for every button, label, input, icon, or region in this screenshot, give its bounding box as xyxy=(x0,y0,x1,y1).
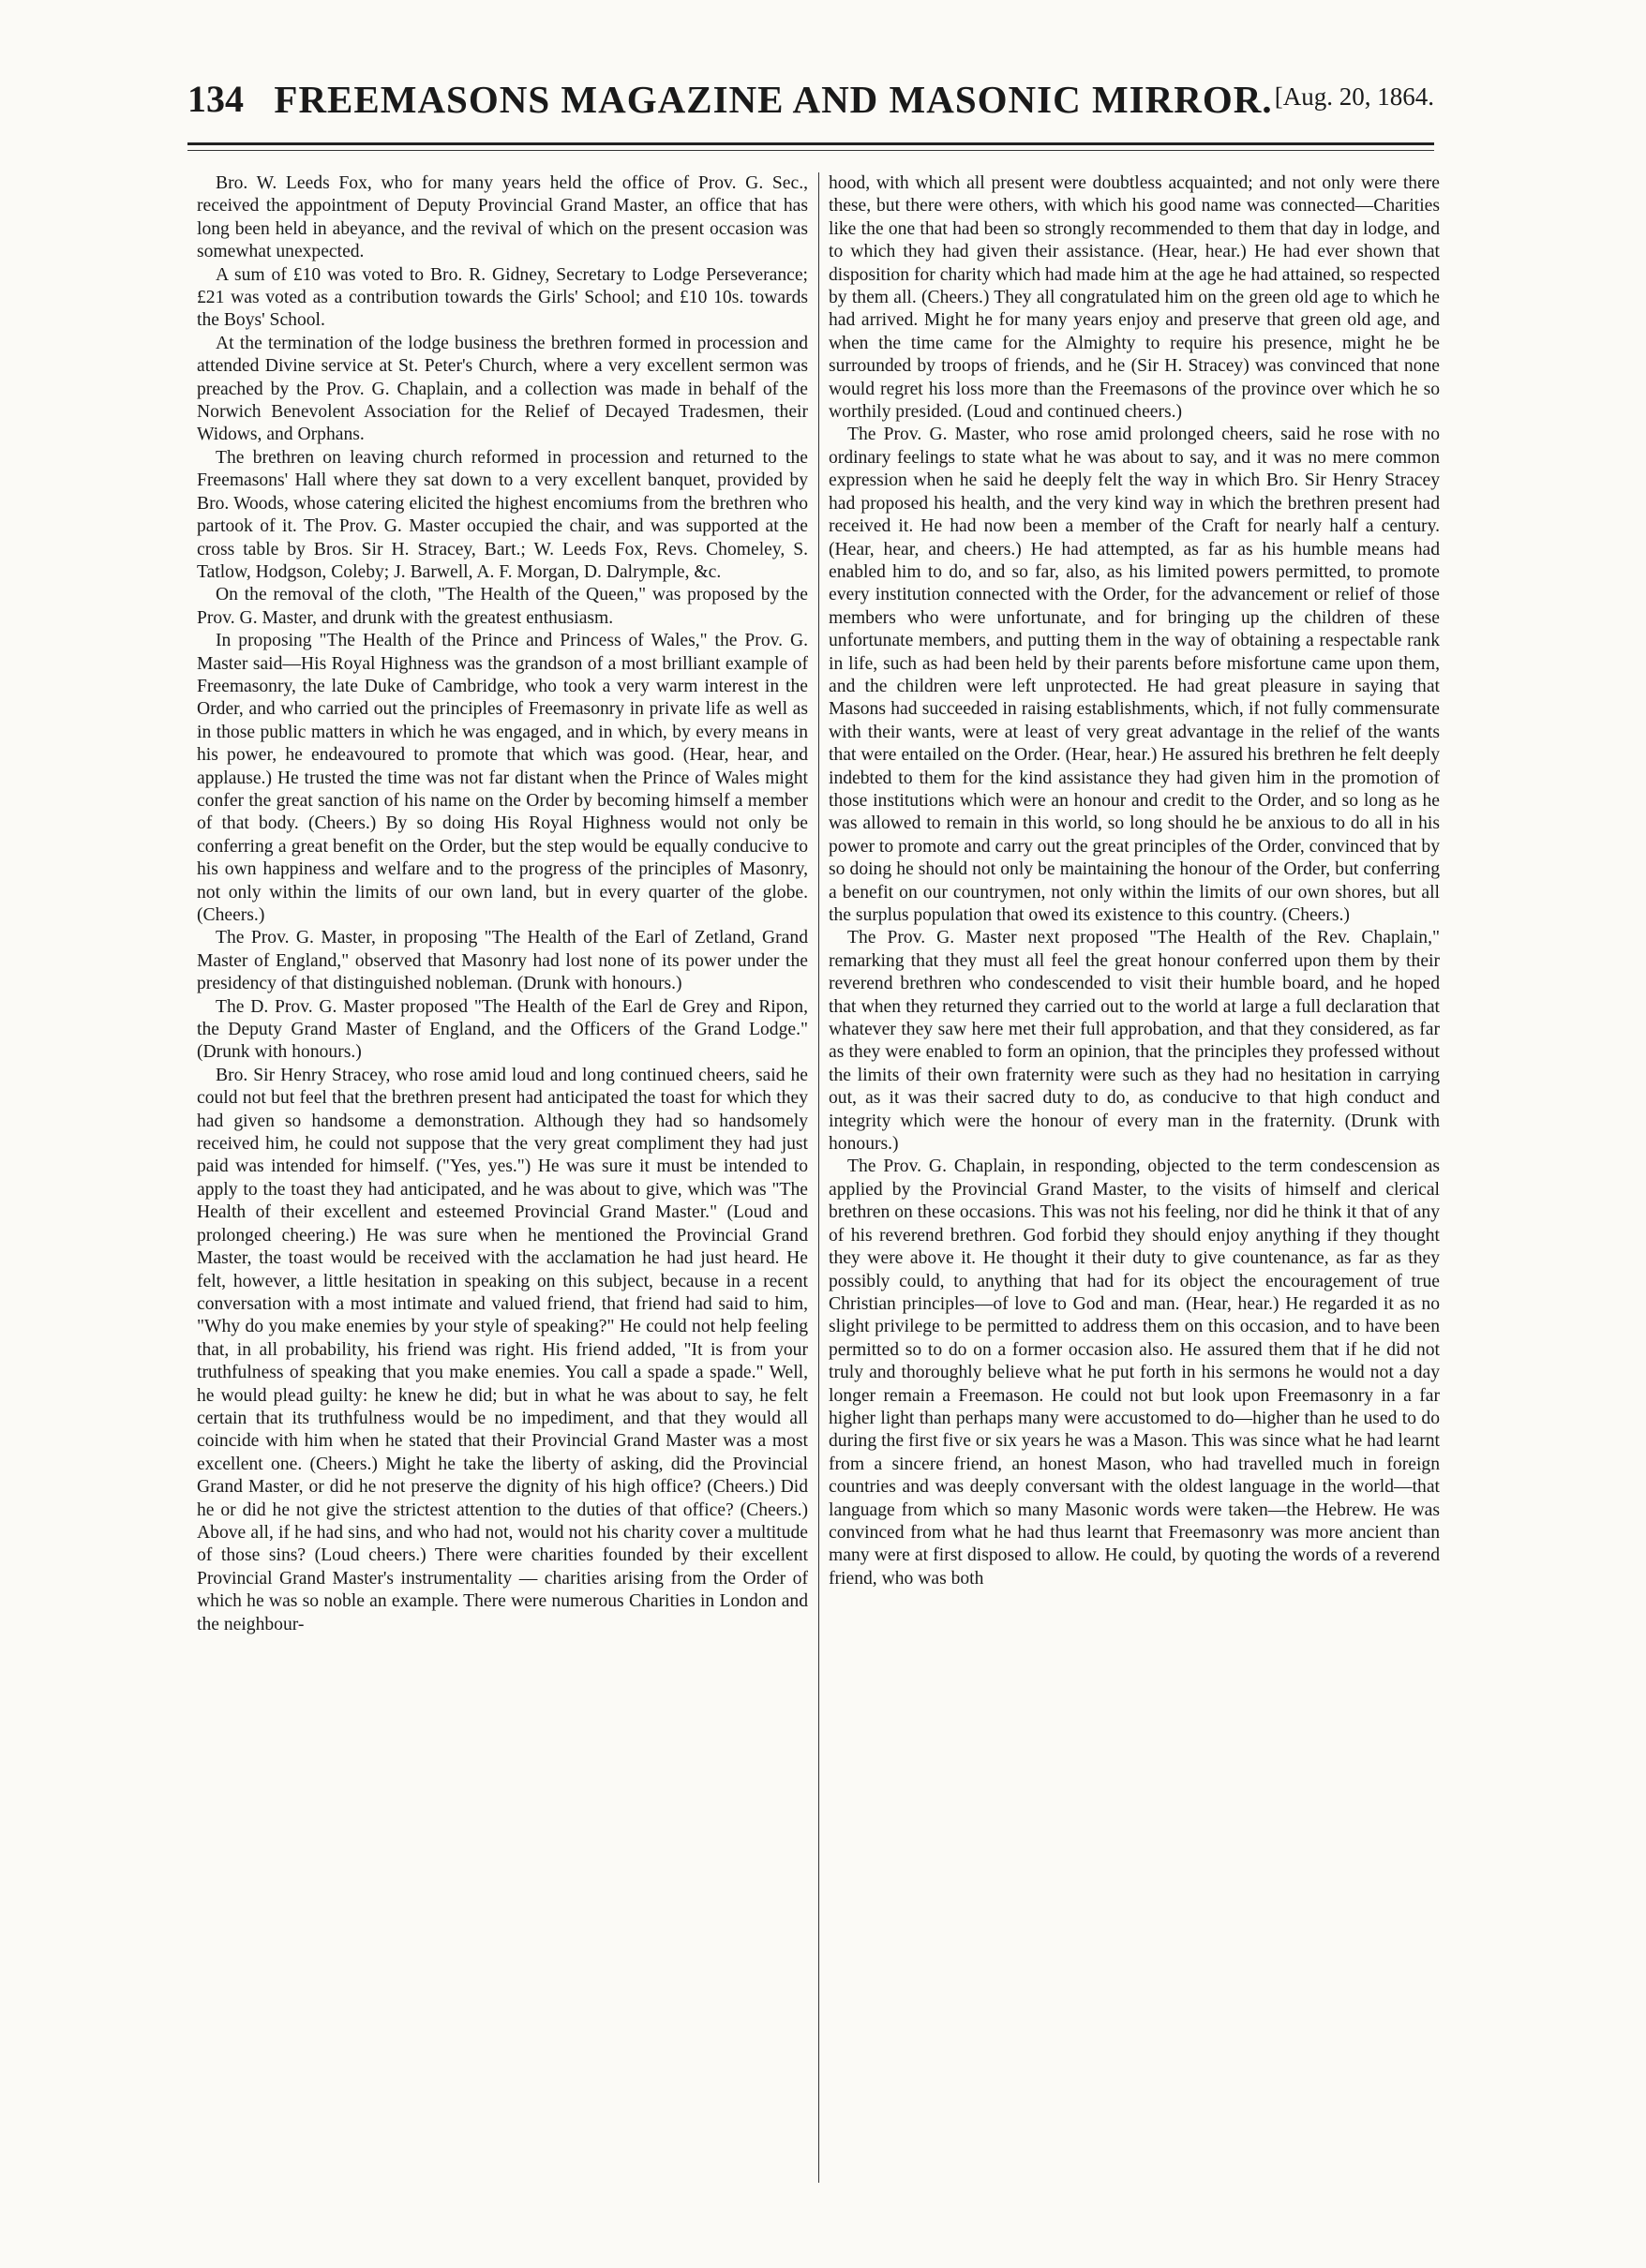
paragraph: The brethren on leaving church reformed in procession and returned to the Freemasons' Hall where they sat down to a very excellent banquet, provided by Bro. Woods, whose catering elicited the highest encomiums from the brethren who partook of it. The Prov. G. Master occupied the chair, and was supported at the cross table by Bros. Sir H. Stracey, Bart.; W. Leeds Fox, Revs. Chomeley, S. Tatlow, Hodgson, Coleby; J. Barwell, A. F. Morgan, D. Dalrymple, &c. xyxy=(197,447,808,582)
paragraph: A sum of £10 was voted to Bro. R. Gidney, Secretary to Lodge Perseverance; £21 was voted as a contribution towards the Girls' School; and £10 10s. towards the Boys' School. xyxy=(197,264,808,331)
paragraph: The Prov. G. Master, in proposing "The Health of the Earl of Zetland, Grand Master of England," observed that Masonry had lost none of its power under the presidency of that distinguished nobleman. (Drunk with honours.) xyxy=(197,928,808,994)
text-column-left xyxy=(197,172,808,2216)
issue-date: [Aug. 20, 1864. xyxy=(1274,82,1434,111)
running-head: FREEMASONS MAGAZINE AND MASONIC MIRROR. xyxy=(274,78,1273,121)
column-divider xyxy=(818,172,819,2183)
paragraph: The Prov. G. Master next proposed "The Health of the Rev. Chaplain," remarking that they must all feel the great honour conferred upon them by their reverend brethren who condescended to visit their humble board, and he hoped that when they returned they carried out to the world at large a full declaration that whatever they saw here met their full approbation, and that they considered, as far as they were enabled to form an opinion, that the principles they professed without the limits of their own fraternity were such as they had no hesitation in carrying out, as it was their sacred duty to do, as conducive to that high conduct and integrity which were the honour of every man in the fraternity. (Drunk with honours.) xyxy=(829,928,1440,1155)
paragraph: The Prov. G. Master, who rose amid prolonged cheers, said he rose with no ordinary feelings to state what he was about to say, and it was no mere common expression when he said he deeply felt the way in which Bro. Sir Henry Stracey had proposed his health, and the very kind way in which the brethren present had received it. He had now been a member of the Craft for nearly half a century. (Hear, hear, and cheers.) He had attempted, as far as his humble means had enabled him to do, and so far, also, as his limited powers permitted, to promote every institution connected with the Order, for the advancement or relief of those members who were unfortunate, and for bringing up the children of these unfortunate members, and putting them in the way of obtaining a respectable rank in life, such as had been held by their parents before misfortune came upon them, and the children were left unprotected. He had great pleasure in saying that Masons had succeeded in raising establishments, which, if not fully commensurate with their wants, were at least of very great advantage in the relief of the wants that were entailed on the Order. (Hear, hear.) He assured his brethren he felt deeply indebted to them for the kind assistance they had given him in the promotion of those institutions which were an honour and credit to the Order, and so long as he was allowed to remain in this world, so long should he be anxious to do all in his power to promote and carry out the great principles of the Order, convinced that by so doing he should not only be maintaining the honour of the Order, but conferring a benefit on our countrymen, not only within the limits of our own shores, but all the surplus population that owed its existence to this country. (Cheers.) xyxy=(829,425,1440,925)
paragraph: Bro. W. Leeds Fox, who for many years held the office of Prov. G. Sec., received the appointment of Deputy Provincial Grand Master, an office that has long been held in abeyance, and the revival of which on the present occasion was somewhat unexpected. xyxy=(197,173,808,262)
header-rule-thick xyxy=(187,142,1434,145)
paragraph: hood, with which all present were doubtless acquainted; and not only were there these, but there were others, with which his good name was connected—Charities like the one that had been so strongly recommended to them that day in lodge, and to which they had given their assistance. (Hear, hear.) He had ever shown that disposition for charity which had made him at the age he had attained, so respected by them all. (Cheers.) They all congratulated him on the green old age to which he had arrived. Might he for many years enjoy and preserve that green old age, and when the time came for the Almighty to require his presence, might he be surrounded by troops of friends, and he (Sir H. Stracey) was convinced that none would regret his loss more than the Freemasons of the province over which he so worthily presided. (Loud and continued cheers.) xyxy=(829,173,1440,423)
paragraph: Bro. Sir Henry Stracey, who rose amid loud and long continued cheers, said he could not but feel that the brethren present had anticipated the toast for which they had given so handsome a demonstration. Although they had so handsomely received him, he could not suppose that the very great compliment they had just paid was intended for himself. ("Yes, yes.") He was sure it must be intended to apply to the toast they had anticipated, and he was about to give, which was "The Health of their excellent and esteemed Provincial Grand Master." (Loud and prolonged cheering.) He was sure when he mentioned the Provincial Grand Master, the toast would be received with the acclamation he had just heard. He felt, however, a little hesitation in speaking on this subject, because in a recent conversation with a most intimate and valued friend, that friend had said to him, "Why do you make enemies by your style of speaking?" He could not help feeling that, in all probability, his friend was right. His friend added, "It is from your truthfulness of speaking that you make enemies. You call a spade a spade." Well, he would plead guilty: he knew he did; but in what he was about to say, he felt certain that its truthfulness would be no impediment, and that they would all coincide with him when he stated that their Provincial Grand Master was a most excellent one. (Cheers.) Might he take the liberty of asking, did the Provincial Grand Master, or did he not preserve the dignity of his high office? (Cheers.) Did he or did he not give the strictest attention to the duties of that office? (Cheers.) Above all, if he had sins, and who had not, would not his charity cover a multitude of those sins? (Loud cheers.) There were charities founded by their excellent Provincial Grand Master's instrumentality — charities arising from the Order of which he was so noble an example. There were numerous Charities in London and the neighbour- xyxy=(197,1065,808,1634)
paragraph: The D. Prov. G. Master proposed "The Health of the Earl de Grey and Ripon, the Deputy Grand Master of England, and the Officers of the Grand Lodge." (Drunk with honours.) xyxy=(197,996,808,1063)
page-header xyxy=(187,77,1434,142)
text-column-right xyxy=(829,172,1440,2216)
paragraph: The Prov. G. Chaplain, in responding, objected to the term condescension as applied by the Provincial Grand Master, to the visits of himself and clerical brethren on these occasions. This was not his feeling, nor did he think it that of any of his reverend brethren. God forbid they should enjoy anything if they thought they were above it. He thought it their duty to give countenance, as far as they possibly could, to anything that had for its object the encouragement of true Christian principles—of love to God and man. (Hear, hear.) He regarded it as no slight privilege to be permitted to address them on this occasion, and to have been permitted so to do on a former occasion also. He assured them that if he did not truly and thoroughly believe what he put forth in his sermons he would not a day longer remain a Freemason. He could not but look upon Freemasonry in a far higher light than perhaps many were accustomed to do—higher than he used to do during the first five or six years he was a Mason. This was since what he had learnt from a sincere friend, an honest Mason, who had travelled much in foreign countries and was deeply conversant with the oldest language in the world—that language from which so many Masonic words were taken—the Hebrew. He was convinced from what he had thus learnt that Freemasonry was more ancient than many were at first disposed to allow. He could, by quoting the words of a reverend friend, who was both xyxy=(829,1156,1440,1589)
paragraph: In proposing "The Health of the Prince and Princess of Wales," the Prov. G. Master said—His Royal Highness was the grandson of a most brilliant example of Freemasonry, the late Duke of Cambridge, who took a very warm interest in the Order, and who carried out the principles of Freemasonry in private life as well as in those public matters in which he was engaged, and in which, by every means in his power, he endeavoured to promote that which was good. (Hear, hear, and applause.) He trusted the time was not far distant when the Prince of Wales might confer the great sanction of his name on the Order by becoming himself a member of that body. (Cheers.) By so doing His Royal Highness would not only be conferring a great benefit on the Order, but the step would be equally conducive to his own happiness and welfare and to the progress of the principles of Masonry, not only within the limits of our own land, but in every quarter of the globe. (Cheers.) xyxy=(197,631,808,925)
page-number: 134 xyxy=(187,78,244,120)
paragraph: On the removal of the cloth, "The Health of the Queen," was proposed by the Prov. G. Master, and drunk with the greatest enthusiasm. xyxy=(197,585,808,628)
paragraph: At the termination of the lodge business the brethren formed in procession and attended Divine service at St. Peter's Church, where a very excellent sermon was preached by the Prov. G. Chaplain, and a collection was made in behalf of the Norwich Benevolent Association for the Relief of Decayed Tradesmen, their Widows, and Orphans. xyxy=(197,333,808,445)
header-rule-thin xyxy=(187,150,1434,151)
